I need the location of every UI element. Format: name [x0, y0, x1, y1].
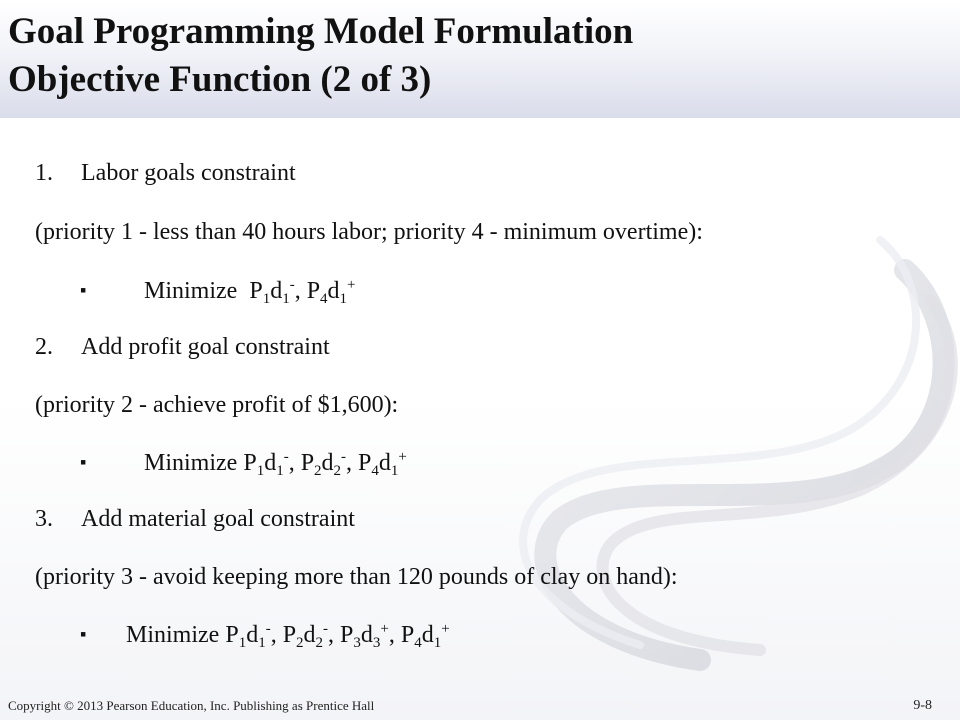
priority-note-2: (priority 2 - achieve profit of $1,600):: [35, 392, 399, 418]
minimize-label: Minimize: [144, 450, 238, 476]
list-item-3: [35, 506, 355, 533]
bullet-icon: ▪: [80, 452, 87, 472]
copyright-footer: Copyright © 2013 Pearson Education, Inc. Publishing as Prentice Hall: [8, 698, 375, 713]
item-number: 1.: [35, 160, 53, 186]
item-text: Add profit goal constraint: [81, 334, 330, 360]
bullet-icon: ▪: [80, 624, 87, 644]
objective-expression: $P_1d_1^-$, $P_2d_2^-$, $P_3d_3^+$, $P_4d_1^+$: [225, 621, 450, 651]
title-line-1: Goal Programming Model Formulation: [8, 11, 634, 52]
objective-expression: $P_1d_1^-$, $P_4d_1^+$: [243, 277, 356, 307]
item-number: 3.: [35, 506, 53, 532]
bullet-row-3: [80, 622, 450, 649]
priority-note-3: (priority 3 - avoid keeping more than 120 pounds of clay on hand):: [35, 564, 678, 590]
title-line-2: Objective Function (2 of 3): [8, 59, 432, 100]
bullet-row-1: [80, 278, 356, 305]
objective-expression: $P_1d_1^-$, $P_2d_2^-$, $P_4d_1^+$: [243, 449, 407, 479]
list-item-2: [35, 334, 330, 361]
bullet-icon: ▪: [80, 280, 87, 300]
minimize-label: Minimize: [144, 278, 238, 304]
item-text: Add material goal constraint: [81, 506, 355, 532]
priority-note-1: (priority 1 - less than 40 hours labor; priority 4 - minimum overtime):: [35, 219, 703, 245]
minimize-label: Minimize: [126, 622, 220, 648]
item-number: 2.: [35, 334, 53, 360]
item-text: Labor goals constraint: [81, 160, 296, 186]
bullet-row-2: [80, 450, 407, 477]
list-item-1: [35, 160, 296, 187]
page-number: 9-8: [913, 698, 932, 713]
